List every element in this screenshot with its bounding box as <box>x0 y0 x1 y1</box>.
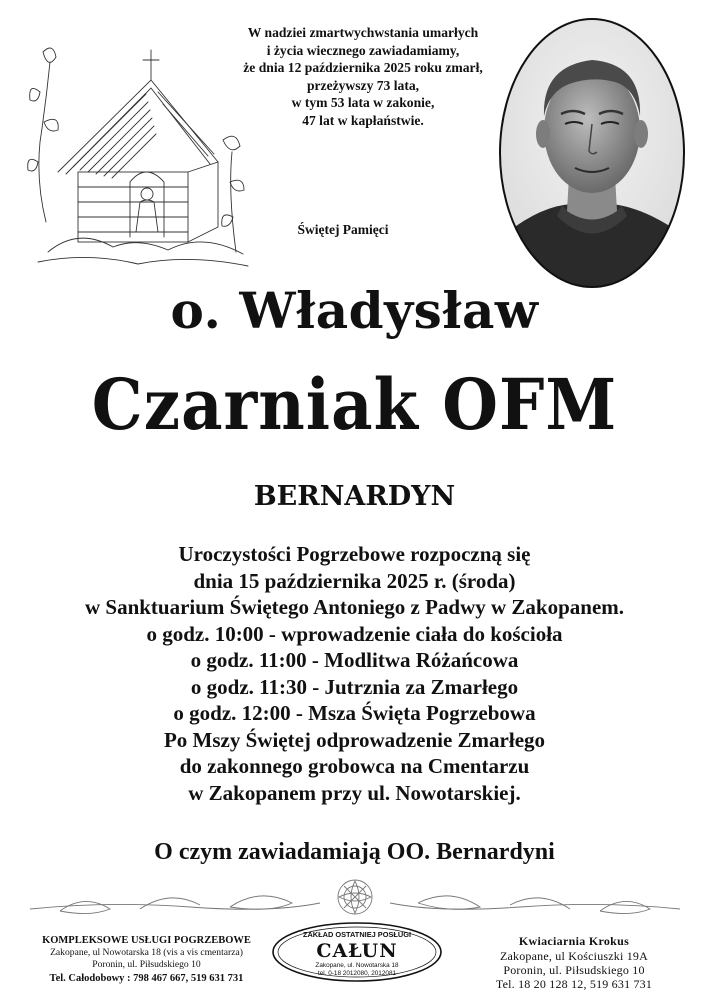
calun-top-text: ZAKŁAD OSTATNIEJ POSŁUGI <box>302 930 412 939</box>
intro-line: że dnia 12 października 2025 roku zmarł, <box>243 60 483 76</box>
florist-title: Kwiaciarnia Krokus <box>518 934 630 948</box>
calun-name: CAŁUN <box>316 940 398 962</box>
intro-line: W nadziei zmartwychwstania umarłych <box>247 25 479 40</box>
portrait-photo <box>497 16 687 290</box>
ceremony-line: do zakonnego grobowca na Cmentarzu <box>179 754 530 778</box>
intro-line: 47 lat w kapłaństwie. <box>302 112 424 128</box>
ceremony-line: w Zakopanem przy ul. Nowotarskiej. <box>188 780 521 805</box>
florist-phone: Tel. 18 20 128 12, 519 631 731 <box>495 977 653 991</box>
name-last: Czarniak OFM <box>91 364 618 447</box>
florist-address: Poronin, ul. Piłsudskiego 10 <box>503 963 645 977</box>
intro-line: i życia wiecznego zawiadamiamy, <box>266 42 460 58</box>
funeral-services-address: Poronin, ul. Piłsudskiego 10 <box>92 959 201 970</box>
ceremony-line: o godz. 11:30 - Jutrznia za Zmarłego <box>190 674 519 699</box>
intro-line: w tym 53 lata w zakonie, <box>291 95 435 111</box>
intro-text <box>222 24 504 130</box>
calun-phone: tel. 0-18 2012080, 2012081 <box>317 970 397 977</box>
name-first: o. Władysław <box>170 281 539 340</box>
ceremony-line: o godz. 12:00 - Msza Święta Pogrzebowa <box>173 701 536 725</box>
funeral-services-address: Zakopane, ul Nowotarska 18 (vis a vis cmentarza) <box>50 947 243 958</box>
ceremony-line: w Sanktuarium Świętego Antoniego z Padwy w Zakopanem. <box>84 595 625 619</box>
calun-logo <box>270 920 444 984</box>
order-label: BERNARDYN <box>253 481 456 512</box>
calun-address: Zakopane, ul. Nowotarska 18 <box>315 962 399 969</box>
ceremony-line: dnia 15 października 2025 r. (środa) <box>193 568 516 593</box>
intro-line: przeżywszy 73 lata, <box>306 77 420 93</box>
funeral-services-phone: Tel. Całodobowy : 798 467 667, 519 631 731 <box>49 973 244 984</box>
florist-ad <box>449 934 699 991</box>
ceremony-line: Uroczystości Pogrzebowe rozpoczną się <box>178 542 531 566</box>
ceremony-line: Po Mszy Świętej odprowadzenie Zmarłego <box>163 727 546 752</box>
funeral-services-ad <box>14 934 279 987</box>
ornament-divider <box>30 873 680 925</box>
ceremony-text <box>0 541 709 806</box>
ceremony-line: o godz. 11:00 - Modlitwa Różańcowa <box>190 648 519 672</box>
closing-text: O czym zawiadamiają OO. Bernardyni <box>154 839 555 865</box>
memory-label: Świętej Pamięci <box>297 222 389 237</box>
funeral-services-title: KOMPLEKSOWE USŁUGI POGRZEBOWE <box>42 935 251 946</box>
chapel-sketch-icon <box>18 22 253 272</box>
florist-address: Zakopane, ul Kościuszki 19A <box>499 949 649 963</box>
ceremony-line: o godz. 10:00 - wprowadzenie ciała do kościoła <box>146 621 563 646</box>
